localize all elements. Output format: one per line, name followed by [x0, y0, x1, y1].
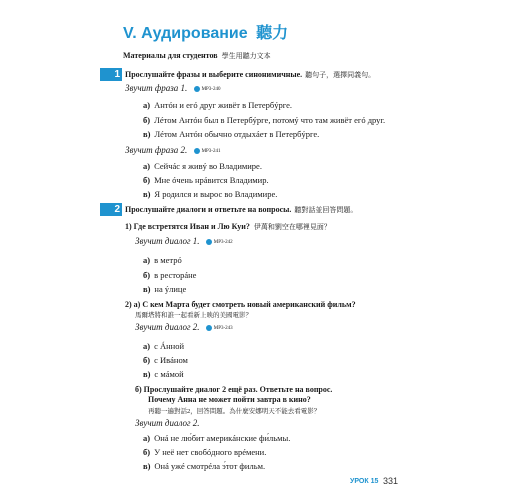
task1-instruction	[125, 70, 375, 80]
phrase2-option-c	[143, 189, 277, 199]
option-text: Онá ужé смотрéла э́тот фильм.	[154, 461, 266, 471]
option-text: Онá не лю́бит америкáнские фи́льмы.	[154, 433, 291, 443]
materials-heading	[123, 51, 271, 61]
phrase2-option-a	[143, 161, 262, 171]
option-letter: в)	[143, 284, 151, 294]
dialog1-mp3[interactable]	[206, 240, 233, 245]
task-number-2: 2	[100, 203, 122, 216]
option-text: Лéтом Антóн обычно отдыхáет в Петербýрге.	[154, 129, 320, 139]
lesson-label: УРОК 15	[350, 478, 379, 485]
q3-option-a	[143, 433, 290, 443]
audio-disc-icon	[206, 239, 212, 245]
dialog2-mp3-label: MP3-243	[213, 326, 233, 331]
dialog2-audio	[135, 322, 233, 332]
option-letter: а)	[143, 161, 151, 171]
q1-option-b	[143, 270, 196, 280]
question-1-text: 1) Где встретятся Иван и Лю Куи?	[125, 222, 250, 231]
option-letter: а)	[143, 341, 151, 351]
option-letter: б)	[143, 115, 151, 125]
option-text: на ýлице	[154, 284, 187, 294]
option-letter: б)	[143, 270, 151, 280]
phrase2-mp3-label: MP3-241	[201, 149, 221, 154]
question-2-zh: 馬爾塔將和誰一起看新上映的美國電影？	[135, 312, 252, 319]
option-text: с Áнной	[154, 341, 185, 351]
question-2b-line2: Почему Анна не может пойти завтра в кино?	[148, 395, 311, 404]
section-title-zh: 聽力	[256, 25, 289, 42]
audio-disc-icon	[194, 148, 200, 154]
task2-instruction-zh: 聽對話並回答問題。	[294, 206, 358, 214]
option-letter: в)	[143, 461, 151, 471]
question-1-zh: 伊萬和劉空在哪裡見面？	[253, 223, 331, 231]
phrase2-audio	[125, 145, 220, 155]
question-1	[125, 222, 331, 232]
q2-option-a	[143, 341, 184, 351]
q3-option-c	[143, 461, 265, 471]
dialog2-mp3[interactable]	[206, 326, 233, 331]
task1-instruction-text: Прослушайте фразы и выберите синонимичные.	[125, 70, 303, 79]
dialog1-mp3-label: MP3-242	[213, 240, 233, 245]
task1-instruction-zh: 聽句子，選擇同義句。	[305, 71, 376, 79]
option-text: У неё нет свобóдного врéмени.	[154, 447, 267, 457]
question-2b-line1: б) Прослушайте диалог 2 ещё раз. Ответьте на вопрос.	[135, 385, 333, 394]
phrase1-option-c	[143, 129, 319, 139]
option-text: в метрó	[154, 255, 182, 265]
section-title	[123, 20, 288, 43]
dialog1-label: Звучит диалог 1.	[135, 236, 200, 246]
task2-instruction	[125, 205, 357, 215]
phrase2-option-b	[143, 175, 269, 185]
q1-option-a	[143, 255, 182, 265]
option-letter: б)	[143, 355, 151, 365]
option-letter: в)	[143, 129, 151, 139]
phrase1-mp3[interactable]	[194, 87, 221, 92]
option-text: Антóн и егó друг живёт в Петербýрге.	[154, 100, 292, 110]
task2-instruction-text: Прослушайте диалоги и ответьте на вопросы.	[125, 205, 292, 214]
audio-disc-icon	[194, 86, 200, 92]
question-2: 2) а) С кем Марта будет смотреть новый американский фильм?	[125, 300, 356, 309]
q1-option-c	[143, 284, 186, 294]
task-number-1: 1	[100, 68, 122, 81]
phrase2-mp3[interactable]	[194, 149, 221, 154]
option-text: с Ивáном	[154, 355, 188, 365]
dialog1-audio	[135, 236, 233, 246]
option-text: Лéтом Антóн был в Петербýрге, потомý что там живёт егó друг.	[154, 115, 386, 125]
phrase1-option-b	[143, 115, 385, 125]
option-text: Мне óчень нрáвится Владимир.	[154, 175, 269, 185]
q3-option-b	[143, 447, 266, 457]
page-number: 331	[383, 476, 399, 486]
dialog2-repeat-audio: Звучит диалог 2.	[135, 418, 200, 428]
option-letter: в)	[143, 189, 151, 199]
option-text: Сейчáс я живý во Владимире.	[154, 161, 262, 171]
option-text: в ресторáне	[154, 270, 197, 280]
dialog2-label: Звучит диалог 2.	[135, 322, 200, 332]
phrase1-label: Звучит фраза 1.	[125, 83, 188, 93]
phrase1-audio	[125, 83, 220, 93]
option-letter: а)	[143, 100, 151, 110]
phrase1-mp3-label: MP3-240	[201, 87, 221, 92]
option-letter: а)	[143, 433, 151, 443]
q2-option-c	[143, 369, 184, 379]
option-text: с мáмой	[154, 369, 184, 379]
materials-zh: 學生用聽力文本	[221, 52, 271, 60]
question-2b-zh: 再聽一遍對話2，回答問題。為什麼安娜明天不能去看電影？	[148, 408, 321, 415]
option-letter: в)	[143, 369, 151, 379]
option-letter: б)	[143, 447, 151, 457]
option-letter: а)	[143, 255, 151, 265]
section-title-text: V. Аудирование	[123, 25, 248, 42]
audio-disc-icon	[206, 325, 212, 331]
phrase1-option-a	[143, 100, 292, 110]
phrase2-label: Звучит фраза 2.	[125, 145, 188, 155]
option-text: Я родился и вырос во Владимире.	[154, 189, 278, 199]
q2-option-b	[143, 355, 188, 365]
materials-label: Материалы для студентов	[123, 51, 218, 60]
option-letter: б)	[143, 175, 151, 185]
